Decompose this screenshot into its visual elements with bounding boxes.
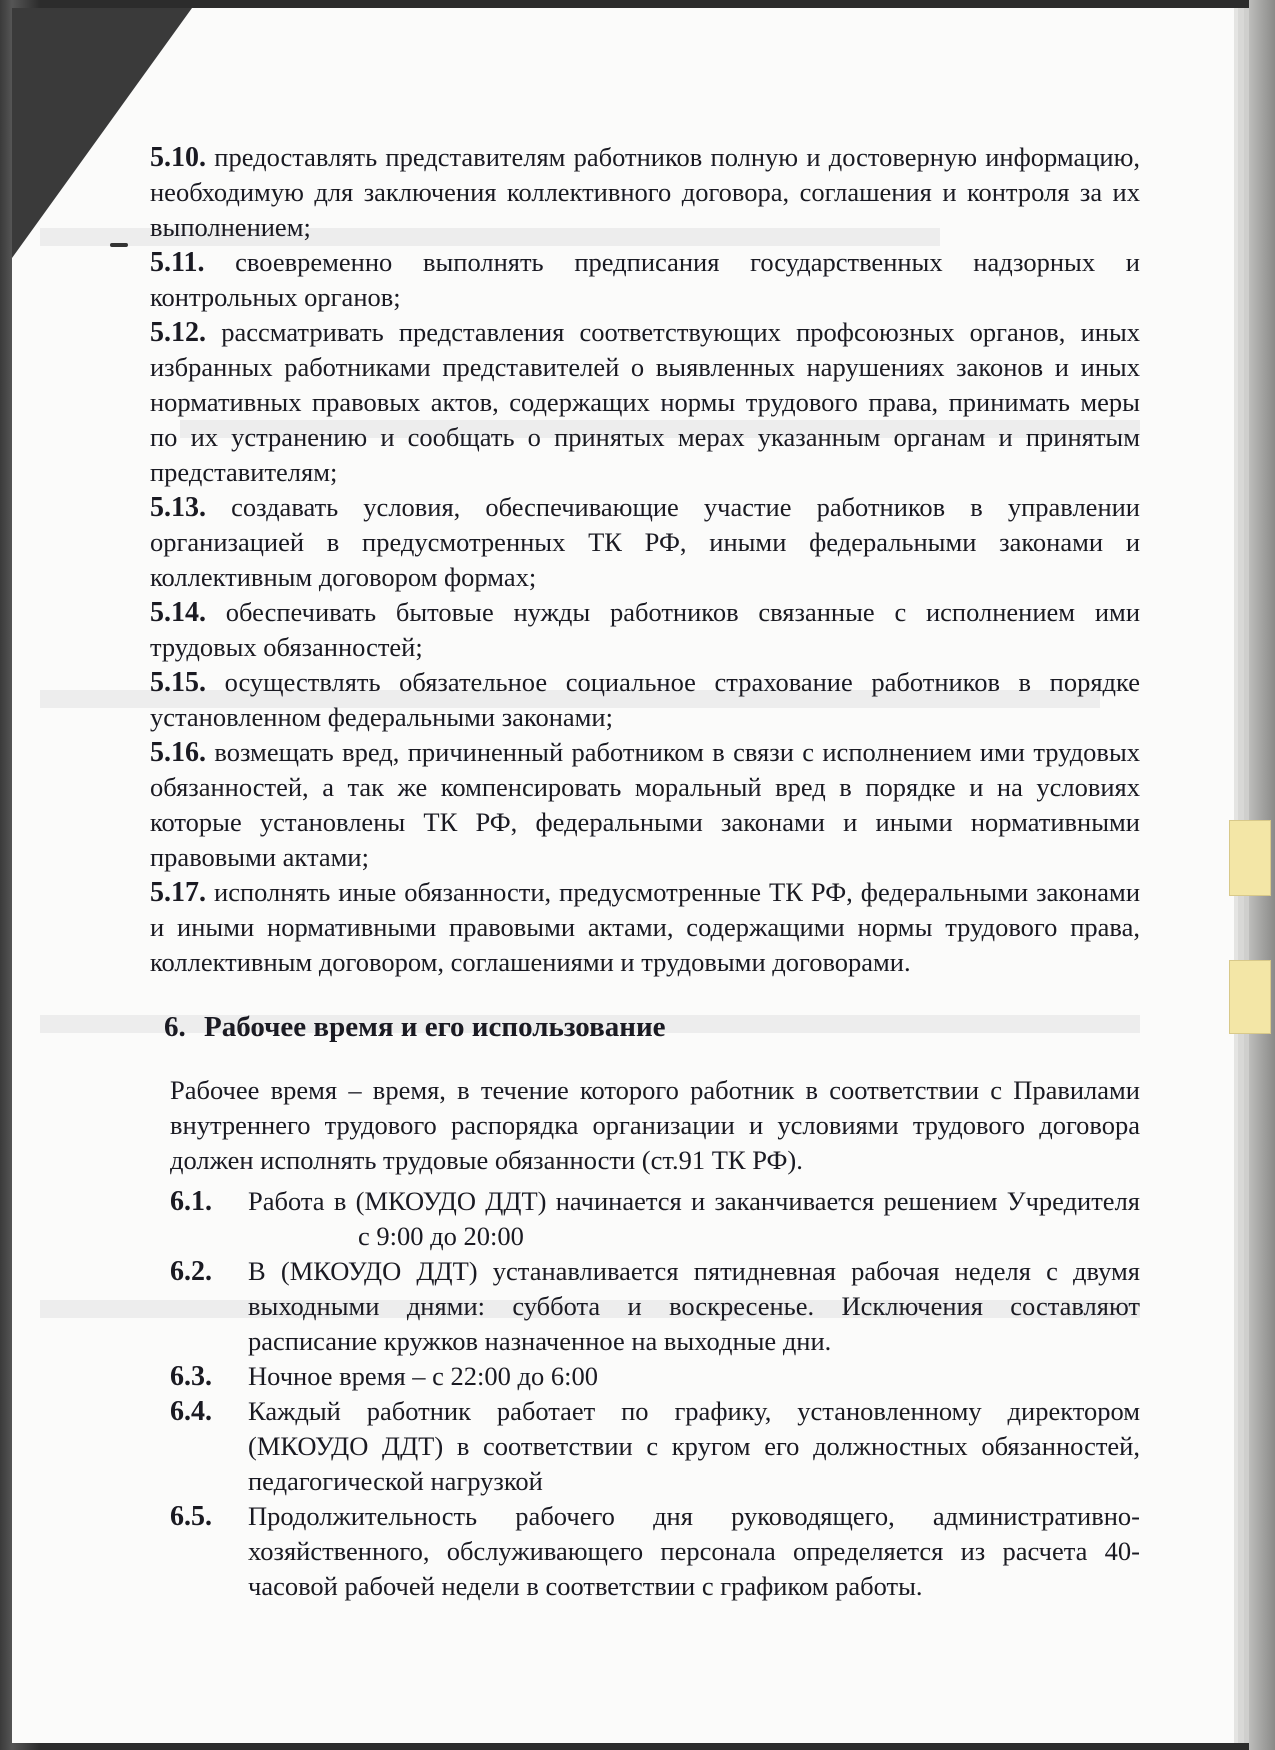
section-intro: Рабочее время – время, в течение которого работник в соответствии с Правилами внутреннего трудового распорядка организации и условиями трудового договора должен исполнять трудовые обязанности (ст.91 ТК РФ).: [170, 1075, 1140, 1175]
item-number: 5.10.: [150, 142, 206, 173]
sticky-tab: [1229, 960, 1271, 1034]
list-item: [150, 140, 1140, 245]
list-item: [150, 490, 1140, 595]
item-number: 6.3.: [170, 1361, 212, 1392]
document-body: [150, 140, 1140, 1604]
item-text: исполнять иные обязанности, предусмотренные ТК РФ, федеральными законами и иными нормативными правовыми актами, содержащими нормы трудового права, коллективным договором, соглашениями и трудовыми договорами.: [150, 877, 1141, 977]
list-item: [170, 1394, 1140, 1499]
item-text: Работа в (МКОУДО ДДТ) начинается и заканчивается решением Учредителя: [248, 1186, 1140, 1216]
item-text: Продолжительность рабочего дня руководящего, административно-хозяйственного, обслуживающего персонала определяется из расчета 40-часовой рабочей недели в соответствии с графиком работы.: [248, 1501, 1140, 1601]
item-number: 5.15.: [150, 667, 206, 698]
item-text: обеспечивать бытовые нужды работников связанные с исполнением ими трудовых обязанностей;: [150, 597, 1141, 662]
item-number: 6.4.: [170, 1396, 212, 1427]
item-number: 5.16.: [150, 737, 206, 768]
item-text: создавать условия, обеспечивающие участие работников в управлении организацией в предусмотренных ТК РФ, иными федеральными законами и коллективным договором формах;: [150, 492, 1140, 592]
item-number: 6.5.: [170, 1501, 212, 1532]
item-text: Ночное время – с 22:00 до 6:00: [248, 1361, 598, 1391]
item-text: предоставлять представителям работников полную и достоверную информацию, необходимую для заключения коллективного договора, соглашения и контроля за их выполнением;: [150, 142, 1141, 242]
item-number: 5.12.: [150, 317, 206, 348]
list-item: [150, 595, 1140, 665]
item-time: с 9:00 до 20:00: [358, 1221, 524, 1251]
section-title: Рабочее время и его использование: [204, 1011, 666, 1043]
item-text: возмещать вред, причиненный работником в связи с исполнением ими трудовых обязанностей, а так же компенсировать моральный вред в порядке и на условиях которые установлены ТК РФ, федеральными законами и иными нормативными правовыми актами;: [150, 737, 1141, 872]
item-number: 5.14.: [150, 597, 206, 628]
margin-mark: [110, 243, 128, 247]
sticky-tab: [1229, 820, 1271, 896]
section-heading: [164, 1010, 1140, 1045]
list-item: [170, 1254, 1140, 1359]
list-item: [150, 245, 1140, 315]
list-item: [150, 315, 1140, 490]
list-item: [170, 1184, 1140, 1254]
item-text: своевременно выполнять предписания государственных надзорных и контрольных органов;: [150, 247, 1140, 312]
list-item: [150, 665, 1140, 735]
section-number: 6.: [164, 1011, 186, 1043]
list-item: [170, 1359, 1140, 1394]
item-number: 5.17.: [150, 877, 206, 908]
item-text: осуществлять обязательное социальное страхование работников в порядке установленном федеральными законами;: [150, 667, 1140, 732]
list-item: [150, 735, 1140, 875]
item-number: 6.1.: [170, 1186, 212, 1217]
item-number: 6.2.: [170, 1256, 212, 1287]
item-number: 5.13.: [150, 492, 206, 523]
item-number: 5.11.: [150, 247, 205, 278]
list-item: [170, 1499, 1140, 1604]
list-item: [150, 875, 1140, 980]
item-text: рассматривать представления соответствующих профсоюзных органов, иных избранных работниками представителей о выявленных нарушениях законов и иных нормативных правовых актов, содержащих нормы трудового права, принимать меры по их устранению и сообщать о принятых мерах указанным органам и принятым представителям;: [150, 317, 1141, 487]
item-text: В (МКОУДО ДДТ) устанавливается пятидневная рабочая неделя с двумя выходными днями: суббота и воскресенье. Исключения составляют расписание кружков назначенное на выходные дни.: [248, 1256, 1140, 1356]
item-text: Каждый работник работает по графику, установленному директором (МКОУДО ДДТ) в соответствии с кругом его должностных обязанностей, педагогической нагрузкой: [248, 1396, 1140, 1496]
